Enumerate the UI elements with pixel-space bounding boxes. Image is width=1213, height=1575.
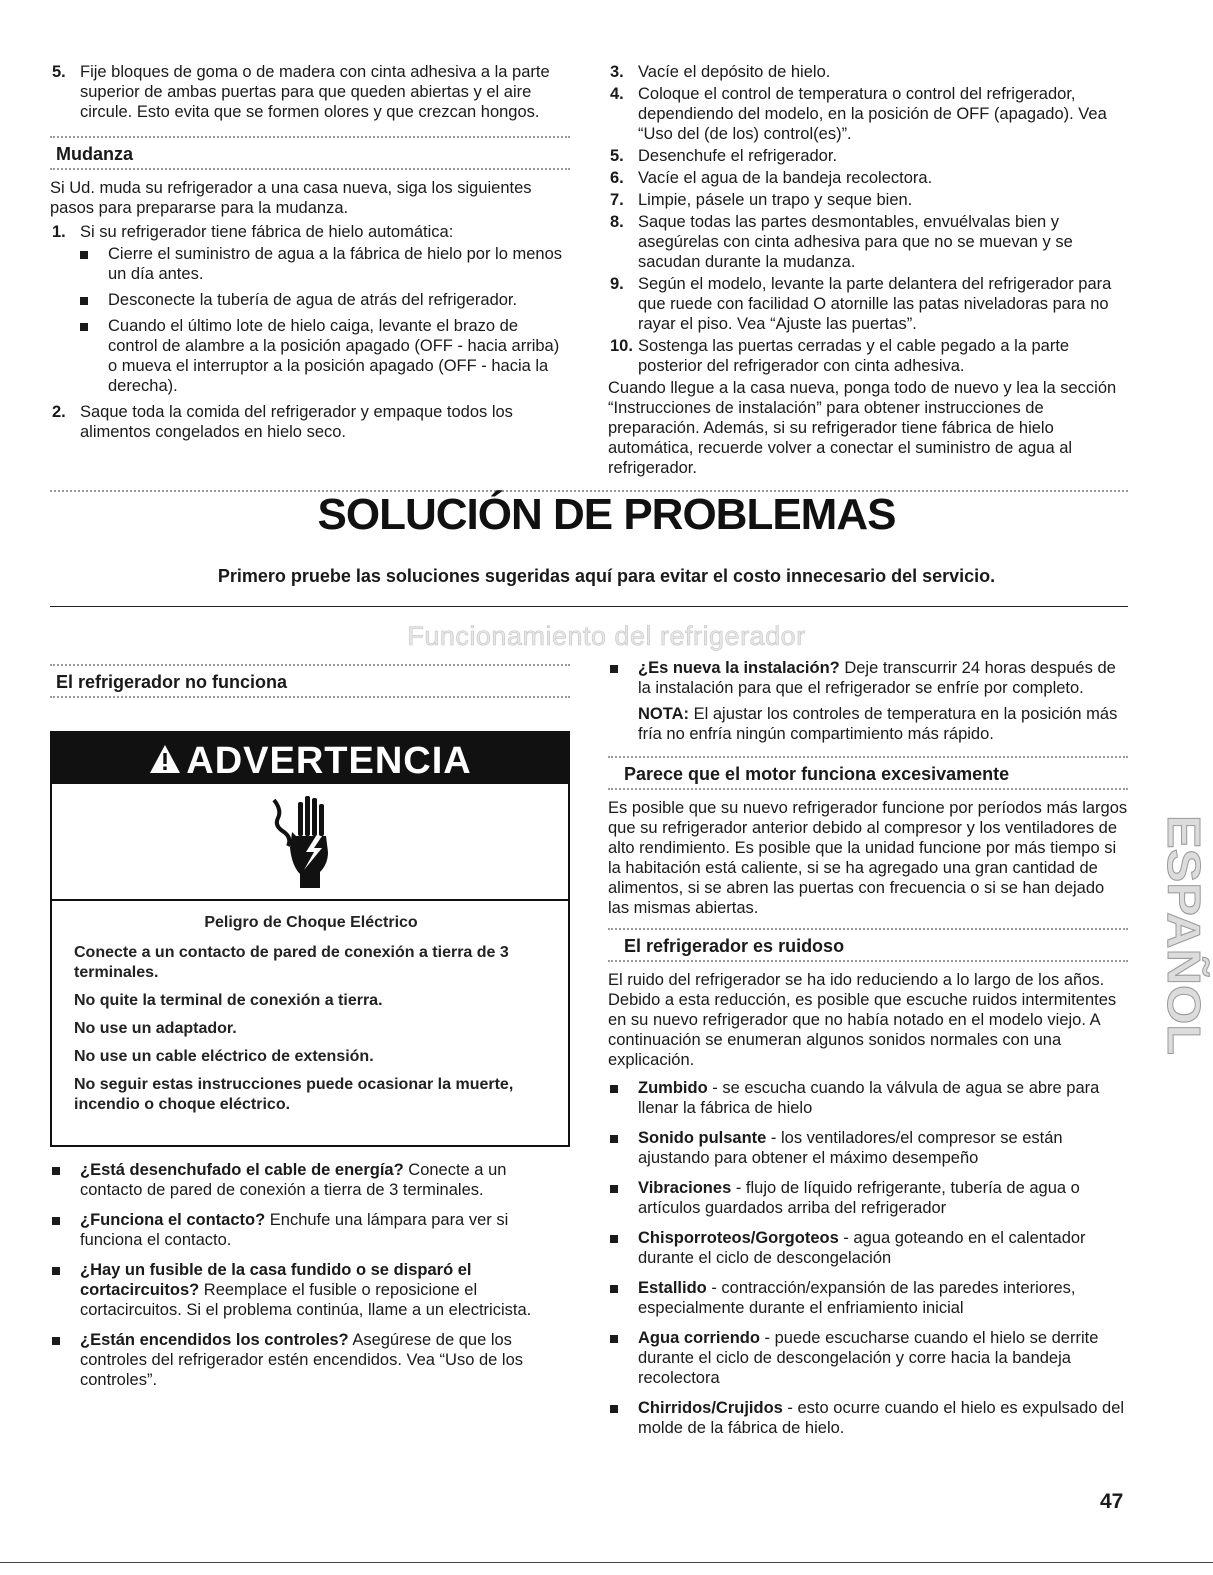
step-number: 3.	[610, 63, 624, 81]
step-number: 7.	[610, 191, 624, 209]
warning-header	[52, 733, 568, 784]
note-label: NOTA:	[638, 705, 690, 723]
step-text: Limpie, pásele un trapo y seque bien.	[638, 191, 913, 209]
sound-desc: - flujo de líquido refrigerante, tubería de agua o artículos guardados arriba del refrigerador	[638, 1179, 1080, 1217]
step-number: 5.	[610, 147, 624, 165]
noisy-heading: El refrigerador es ruidoso	[624, 936, 845, 956]
install-question: ¿Es nueva la instalación?	[638, 659, 840, 677]
list-item	[608, 1398, 1128, 1438]
not-working-heading: El refrigerador no funciona	[56, 672, 288, 692]
cleaning-steps-list	[50, 62, 570, 122]
sound-desc: - se escucha cuando la válvula de agua se abre para llenar la fábrica de hielo	[638, 1079, 1100, 1117]
motor-text: Es posible que su nuevo refrigerador funcione por períodos más largos que su refrigerador anterior debido al compresor y los ventiladores de alto rendimiento. Es posible que la unidad funcione por más tiempo si la habitación está caliente, si se ha agregado una gran cantidad de alimentos, si se abren las puertas con frecuencia o si se han dejado las mismas abiertas.	[608, 799, 1128, 917]
list-item	[608, 212, 1128, 272]
list-item	[608, 1128, 1128, 1168]
moving-intro: Si Ud. muda su refrigerador a una casa nueva, siga los siguientes pasos para prepararse para la mudanza.	[50, 179, 532, 217]
hazard-title: Peligro de Choque Eléctrico	[204, 914, 418, 931]
list-item	[608, 274, 1128, 334]
step-text: Vacíe el agua de la bandeja recolectora.	[638, 169, 933, 187]
install-note	[608, 704, 1128, 744]
language-side-tab	[1150, 815, 1210, 1065]
moving-steps-list	[50, 222, 570, 242]
power-checks	[50, 1160, 570, 1400]
step-number: 4.	[610, 85, 624, 103]
list-item: Cuando el último lote de hielo caiga, levante el brazo de control de alambre a la posición apagado (OFF - hacia arriba) o mueva el interruptor a la posición apagado (OFF - hacia la derecha).	[50, 316, 570, 396]
side-tab-text: ESPAÑOL	[1158, 815, 1210, 1034]
top-left-column	[50, 62, 570, 442]
list-item: Cierre el suministro de agua a la fábrica de hielo por lo menos un día antes.	[50, 244, 570, 284]
list-item	[50, 402, 570, 442]
sound-name: Chirridos/Crujidos	[638, 1399, 783, 1417]
note-text: El ajustar los controles de temperatura en la posición más fría no enfría ningún compartimiento más rápido.	[638, 705, 1118, 743]
check-answer: Conecte a un contacto de pared de conexión a tierra de 3 terminales.	[80, 1161, 507, 1199]
list-item	[50, 1260, 570, 1320]
divider	[608, 788, 1128, 790]
list-item	[608, 84, 1128, 144]
warning-header-text: ADVERTENCIA	[186, 740, 472, 782]
list-item	[608, 146, 1128, 166]
motor-heading: Parece que el motor funciona excesivamente	[624, 764, 1010, 784]
list-item: Desconecte la tubería de agua de atrás del refrigerador.	[50, 290, 570, 310]
step-number: 1.	[52, 223, 66, 241]
sound-desc: - puede escucharse cuando el hielo se derrite durante el ciclo de descongelación y corre hacia la bandeja recolectora	[638, 1329, 1099, 1387]
step-number: 5.	[52, 63, 66, 81]
list-item	[608, 1228, 1128, 1268]
list-item	[50, 1160, 570, 1200]
top-right-column	[608, 62, 1128, 478]
step-number: 2.	[52, 403, 66, 421]
step-number: 6.	[610, 169, 624, 187]
ice-maker-bullets	[50, 244, 570, 396]
step-text: Según el modelo, levante la parte delantera del refrigerador para que ruede con facilidad O atornille las patas niveladoras para no rayar el piso. Vea “Ajuste las puertas”.	[638, 275, 1112, 333]
divider	[50, 606, 1128, 607]
sound-name: Zumbido	[638, 1079, 708, 1097]
list-item	[50, 1210, 570, 1250]
step-number: 10.	[610, 337, 633, 355]
checks-list	[50, 1160, 570, 1390]
moving-closing: Cuando llegue a la casa nueva, ponga todo de nuevo y lea la sección “Instrucciones de instalación” para obtener instrucciones de preparación. Además, si su refrigerador tiene fábrica de hielo automática, recuerde volver a conectar el suministro de agua al refrigerador.	[608, 379, 1117, 477]
step-text: Si su refrigerador tiene fábrica de hielo automática:	[80, 223, 454, 241]
moving-steps-list-right	[608, 62, 1128, 376]
warning-line: No use un adaptador.	[74, 1020, 237, 1037]
check-question: ¿Están encendidos los controles?	[80, 1331, 349, 1349]
sound-name: Estallido	[638, 1279, 707, 1297]
warning-line: Conecte a un contacto de pared de conexión a tierra de 3 terminales.	[74, 944, 509, 981]
sound-desc: - los ventiladores/el compresor se están ajustando para obtener el máximo desempeño	[638, 1129, 1063, 1167]
not-working-heading-block	[50, 664, 570, 698]
warning-triangle-icon	[148, 735, 182, 791]
warning-box	[50, 731, 570, 1147]
step-text: Saque todas las partes desmontables, envuélvalas bien y asegúrelas con cinta adhesiva para que no se muevan y se sacudan durante la mudanza.	[638, 213, 1073, 271]
step-number: 8.	[610, 213, 624, 231]
warning-body	[52, 901, 568, 1115]
check-answer: Enchufe una lámpara para ver si funciona el contacto.	[80, 1211, 509, 1249]
list-item	[608, 190, 1128, 210]
list-item	[608, 1278, 1128, 1318]
section-title: Funcionamiento del refrigerador	[407, 621, 806, 651]
step-number: 9.	[610, 275, 624, 293]
step-text: Saque toda la comida del refrigerador y empaque todos los alimentos congelados en hielo seco.	[80, 403, 513, 441]
sound-name: Agua corriendo	[638, 1329, 760, 1347]
warning-line: No quite la terminal de conexión a tierra.	[74, 992, 383, 1009]
check-question: ¿Funciona el contacto?	[80, 1211, 266, 1229]
list-item	[608, 1328, 1128, 1388]
page-number: 47	[1100, 1490, 1124, 1513]
sound-desc: - esto ocurre cuando el hielo es expulsado del molde de la fábrica de hielo.	[638, 1399, 1125, 1437]
electric-shock-hazard-icon	[52, 784, 568, 901]
check-answer: Reemplace el fusible o reposicione el cortacircuitos. Si el problema continúa, llame a un electricista.	[80, 1281, 532, 1319]
check-question: ¿Está desenchufado el cable de energía?	[80, 1161, 404, 1179]
check-answer: Asegúrese de que los controles del refrigerador estén encendidos. Vea “Uso de los controles”.	[80, 1331, 524, 1389]
moving-heading: Mudanza	[56, 144, 134, 164]
moving-steps-list-cont	[50, 402, 570, 442]
sounds-list	[608, 1078, 1128, 1438]
divider	[50, 168, 570, 170]
list-item	[608, 1078, 1128, 1118]
install-answer: Deje transcurrir 24 horas después de la instalación para que el refrigerador se enfríe por completo.	[638, 659, 1116, 697]
check-question: ¿Hay un fusible de la casa fundido o se disparó el cortacircuitos?	[80, 1261, 472, 1299]
right-troubleshoot-column	[608, 658, 1128, 1448]
list-item	[608, 336, 1128, 376]
noisy-intro: El ruido del refrigerador se ha ido reduciendo a lo largo de los años. Debido a esta reducción, es posible que escuche ruidos intermitentes en su nuevo refrigerador que no había notado en el modelo viejo. A continuación se enumeran algunos sonidos normales con una explicación.	[608, 971, 1117, 1069]
list-item	[608, 1178, 1128, 1218]
step-text: Fije bloques de goma o de madera con cinta adhesiva a la parte superior de ambas puertas para que queden abiertas y el aire circule. Esto evita que se formen olores y que crezcan hongos.	[80, 63, 550, 121]
sound-name: Vibraciones	[638, 1179, 732, 1197]
divider	[608, 960, 1128, 962]
sound-name: Chisporroteos/Gorgoteos	[638, 1229, 839, 1247]
step-text: Desenchufe el refrigerador.	[638, 147, 838, 165]
page-title: SOLUCIÓN DE PROBLEMAS	[317, 490, 896, 539]
list-item	[608, 62, 1128, 82]
step-text: Coloque el control de temperatura o control del refrigerador, dependiendo del modelo, en la posición de OFF (apagado). Vea “Uso del (de los) control(es)”.	[638, 85, 1107, 143]
list-item	[608, 658, 1128, 698]
warning-line: No use un cable eléctrico de extensión.	[74, 1048, 374, 1065]
page-subtitle: Primero pruebe las soluciones sugeridas aquí para evitar el costo innecesario del servicio.	[217, 566, 996, 586]
list-item	[50, 1330, 570, 1390]
list-item	[608, 168, 1128, 188]
sound-name: Sonido pulsante	[638, 1129, 767, 1147]
step-text: Vacíe el depósito de hielo.	[638, 63, 831, 81]
warning-line: No seguir estas instrucciones puede ocasionar la muerte, incendio o choque eléctrico.	[74, 1076, 514, 1113]
step-text: Sostenga las puertas cerradas y el cable pegado a la parte posterior del refrigerador con cinta adhesiva.	[638, 337, 1070, 375]
sound-desc: - contracción/expansión de las paredes interiores, especialmente durante el enfriamiento inicial	[638, 1279, 1076, 1317]
list-item	[50, 62, 570, 122]
divider	[50, 696, 570, 698]
install-list	[608, 658, 1128, 698]
divider	[0, 1562, 1213, 1563]
sound-desc: - agua goteando en el calentador durante el ciclo de descongelación	[638, 1229, 1086, 1267]
list-item	[50, 222, 570, 242]
